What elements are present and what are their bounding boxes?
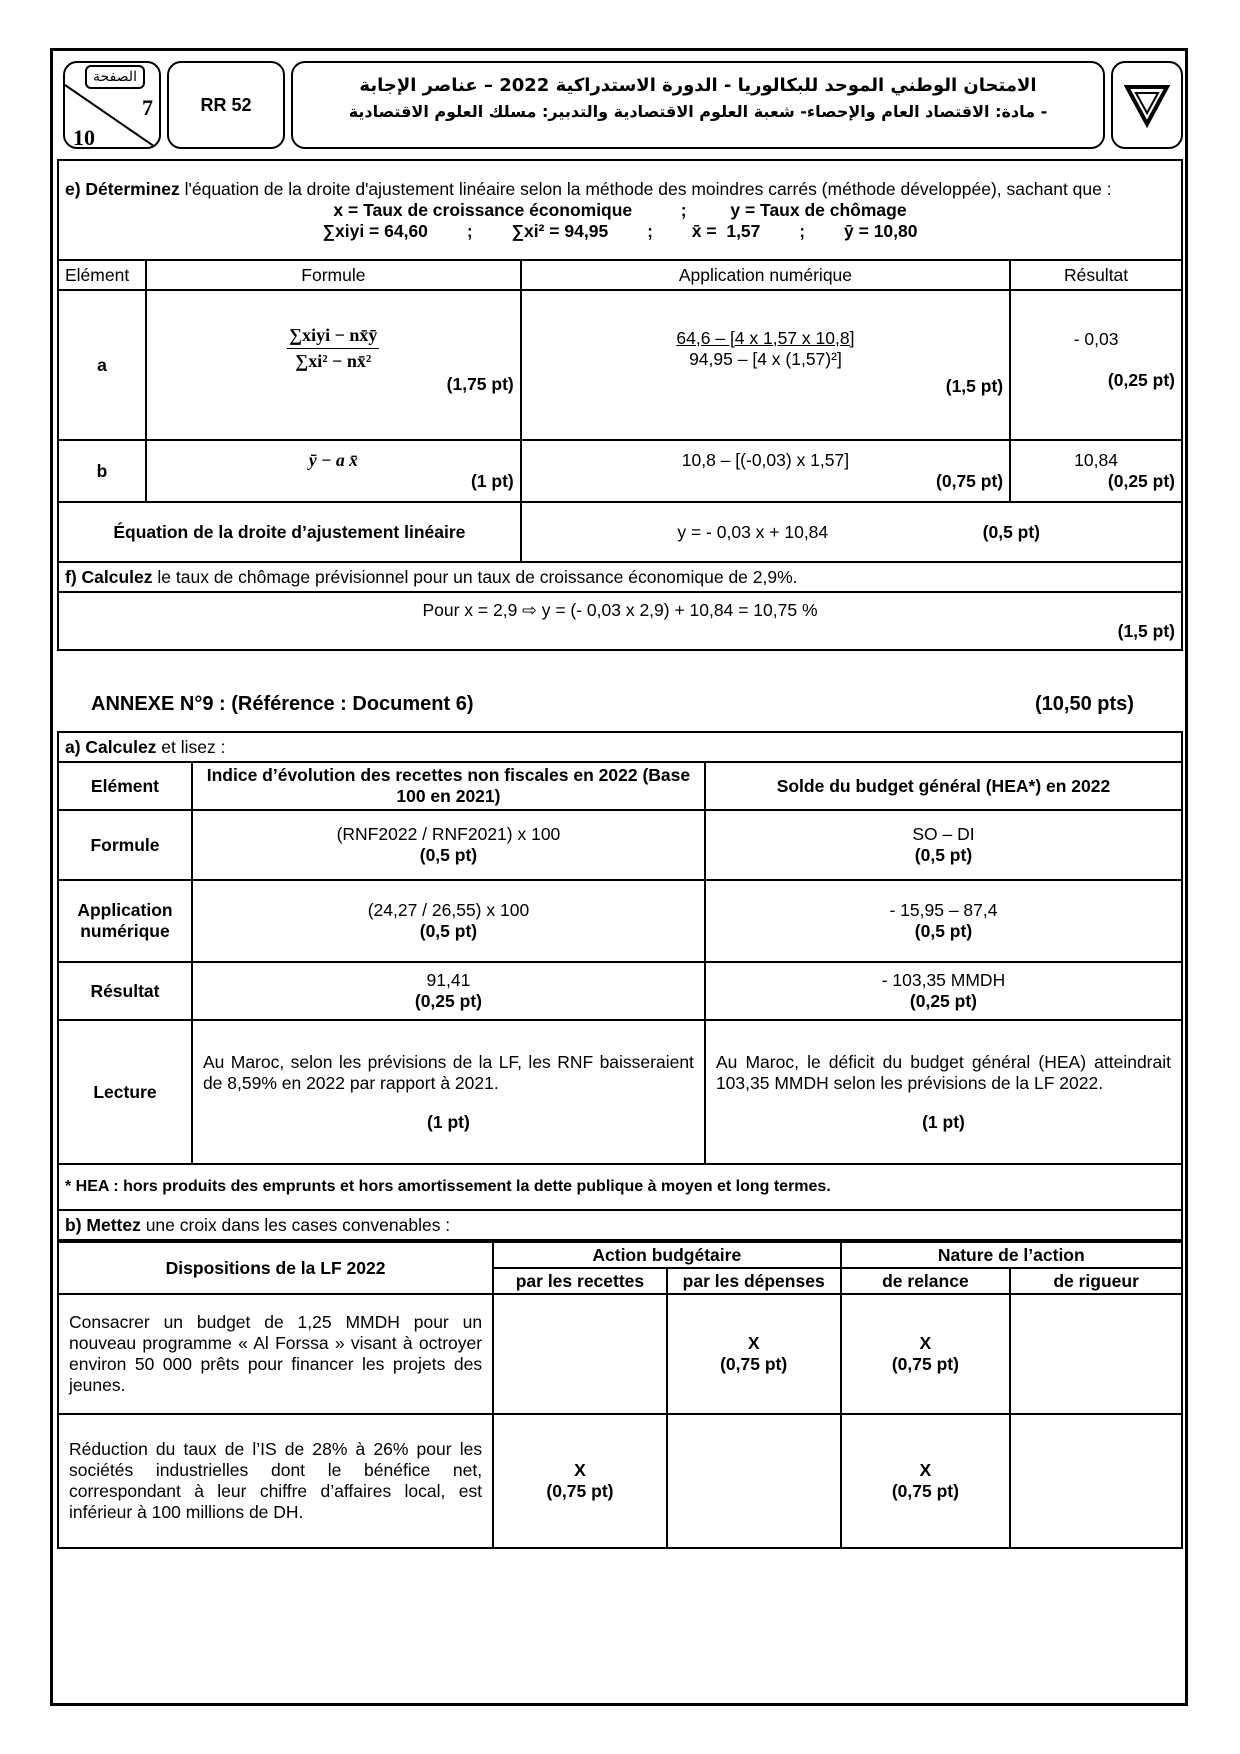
header-action: Action budgétaire bbox=[493, 1242, 840, 1268]
budget-table bbox=[57, 731, 1183, 1241]
annex-points: (10,50 pts) bbox=[1035, 693, 1134, 715]
result-b: 10,84 (0,25 pt) bbox=[1010, 440, 1182, 502]
table-row bbox=[58, 290, 1182, 440]
element-a: a bbox=[58, 290, 146, 440]
exam-title-line1: الامتحان الوطني الموحد للبكالوريا - الدورة الاستدراكية 2022 – عناصر الإجابة bbox=[359, 75, 1037, 96]
table-row: Formule (RNF2022 / RNF2021) x 100 (0,5 pt) SO – DI (0,5 pt) bbox=[58, 810, 1182, 880]
logo-box bbox=[1111, 61, 1183, 149]
header-element: Elément bbox=[58, 260, 146, 290]
exam-title-box bbox=[291, 61, 1105, 149]
header-application: Application numérique bbox=[521, 260, 1010, 290]
element-b: b bbox=[58, 440, 146, 502]
annex-title: ANNEXE N°9 : (Référence : Document 6) bbox=[91, 693, 474, 715]
header-dispositions: Dispositions de la LF 2022 bbox=[58, 1242, 493, 1294]
part-a-instruction: a) Calculez et lisez : bbox=[58, 732, 1182, 762]
part-b-instruction: b) Mettez une croix dans les cases convenables : bbox=[58, 1210, 1182, 1240]
header-depenses: par les dépenses bbox=[667, 1268, 841, 1294]
header-recettes: par les recettes bbox=[493, 1268, 667, 1294]
header-rnf-index: Indice d’évolution des recettes non fiscales en 2022 (Base 100 en 2021) bbox=[192, 762, 705, 810]
application-a: 64,6 – [4 x 1,57 x 10,8] 94,95 – [4 x (1,57)²] (1,5 pt) bbox=[521, 290, 1010, 440]
table-row: Application numérique (24,27 / 26,55) x 100 (0,5 pt) - 15,95 – 87,4 (0,5 pt) bbox=[58, 880, 1182, 962]
given-line1: x = Taux de croissance économique ; y = Taux de chômage bbox=[333, 199, 907, 220]
header-budget-balance: Solde du budget général (HEA*) en 2022 bbox=[705, 762, 1182, 810]
header-rigueur: de rigueur bbox=[1010, 1268, 1182, 1294]
checkbox-cell[interactable] bbox=[493, 1294, 667, 1414]
page-frame bbox=[50, 48, 1188, 1706]
page-label: الصفحة bbox=[85, 65, 145, 89]
table-row: Lecture Au Maroc, selon les prévisions de la LF, les RNF baisseraient de 8,59% en 2022 par rapport à 2021. (1 pt) Au Maroc, le déficit du budget général (HEA) atteindrait 103,35 MMDH selon les prévisions de la LF 2022. (1 pt) bbox=[58, 1020, 1182, 1164]
measures-table bbox=[57, 1241, 1183, 1549]
part-f-answer: Pour x = 2,9 ⇨ y = (- 0,03 x 2,9) + 10,84 = 10,75 % (1,5 pt) bbox=[58, 592, 1182, 650]
formula-a: $\frac{\text{∑xiyi − nx̄ȳ}}{\text{∑xi² − nx̄²}}$ (1,75 pt) bbox=[146, 290, 521, 440]
header-resultat: Résultat bbox=[1010, 260, 1182, 290]
triangle-logo-icon bbox=[1124, 82, 1170, 128]
equation-cell bbox=[521, 502, 1182, 562]
page-number-box bbox=[63, 61, 161, 149]
checkbox-cell[interactable]: X (0,75 pt) bbox=[841, 1294, 1011, 1414]
footnote: * HEA : hors produits des emprunts et hors amortissement la dette publique à moyen et long termes. bbox=[58, 1164, 1182, 1210]
part-e-instruction: e) Déterminez l'équation de la droite d'ajustement linéaire selon la méthode des moindres carrés (méthode développée), sachant que : x = Taux de croissance économique ; y = Taux de chômage ∑xiyi = 64,60 ; ∑xi² = 94,95 ; x̄ = 1,57 ; ȳ = 10,80 bbox=[58, 160, 1182, 260]
table-row bbox=[58, 502, 1182, 562]
page-total: 10 bbox=[73, 125, 95, 149]
result-a: - 0,03 (0,25 pt) bbox=[1010, 290, 1182, 440]
table-row: Consacrer un budget de 1,25 MMDH pour un nouveau programme « Al Forssa » visant à octroyer environ 50 000 prêts pour financer les projets des jeunes. X (0,75 pt) X (0,75 pt) bbox=[58, 1294, 1182, 1414]
checkbox-cell[interactable] bbox=[1010, 1414, 1182, 1548]
header-element: Elément bbox=[58, 762, 192, 810]
table-row: Réduction du taux de l’IS de 28% à 26% pour les sociétés industrielles dont le bénéfice net, correspondant à leur chiffre d’affaires local, est inférieur à 100 millions de DH. X (0,75 pt) X (0,75 pt) bbox=[58, 1414, 1182, 1548]
part-f-instruction: f) Calculez le taux de chômage prévisionnel pour un taux de croissance économique de 2,9%. bbox=[58, 562, 1182, 592]
equation-points: (0,5 pt) bbox=[982, 521, 1041, 542]
checkbox-cell[interactable] bbox=[667, 1414, 841, 1548]
checkbox-cell[interactable]: X (0,75 pt) bbox=[841, 1414, 1011, 1548]
header-formule: Formule bbox=[146, 260, 521, 290]
exam-code: RR 52 bbox=[167, 61, 285, 149]
checkbox-cell[interactable]: X (0,75 pt) bbox=[667, 1294, 841, 1414]
page-current: 7 bbox=[142, 95, 153, 120]
equation-label: Équation de la droite d’ajustement linéaire bbox=[58, 502, 521, 562]
application-b: 10,8 – [(-0,03) x 1,57] (0,75 pt) bbox=[521, 440, 1010, 502]
checkbox-cell[interactable]: X (0,75 pt) bbox=[493, 1414, 667, 1548]
header-relance: de relance bbox=[841, 1268, 1011, 1294]
table-row: Résultat 91,41 (0,25 pt) - 103,35 MMDH (0,25 pt) bbox=[58, 962, 1182, 1020]
table-row bbox=[58, 440, 1182, 502]
equation: y = - 0,03 x + 10,84 bbox=[677, 521, 829, 542]
given-line2: ∑xiyi = 64,60 ; ∑xi² = 94,95 ; x̄ = 1,57 ; ȳ = 10,80 bbox=[322, 220, 918, 241]
regression-table bbox=[57, 159, 1183, 651]
exam-title-line2: - مادة: الاقتصاد العام والإحصاء- شعبة العلوم الاقتصادية والتدبير: مسلك العلوم الاقتصادية bbox=[348, 102, 1048, 121]
header-nature: Nature de l’action bbox=[841, 1242, 1182, 1268]
checkbox-cell[interactable] bbox=[1010, 1294, 1182, 1414]
formula-b: ȳ − a x̄ (1 pt) bbox=[146, 440, 521, 502]
